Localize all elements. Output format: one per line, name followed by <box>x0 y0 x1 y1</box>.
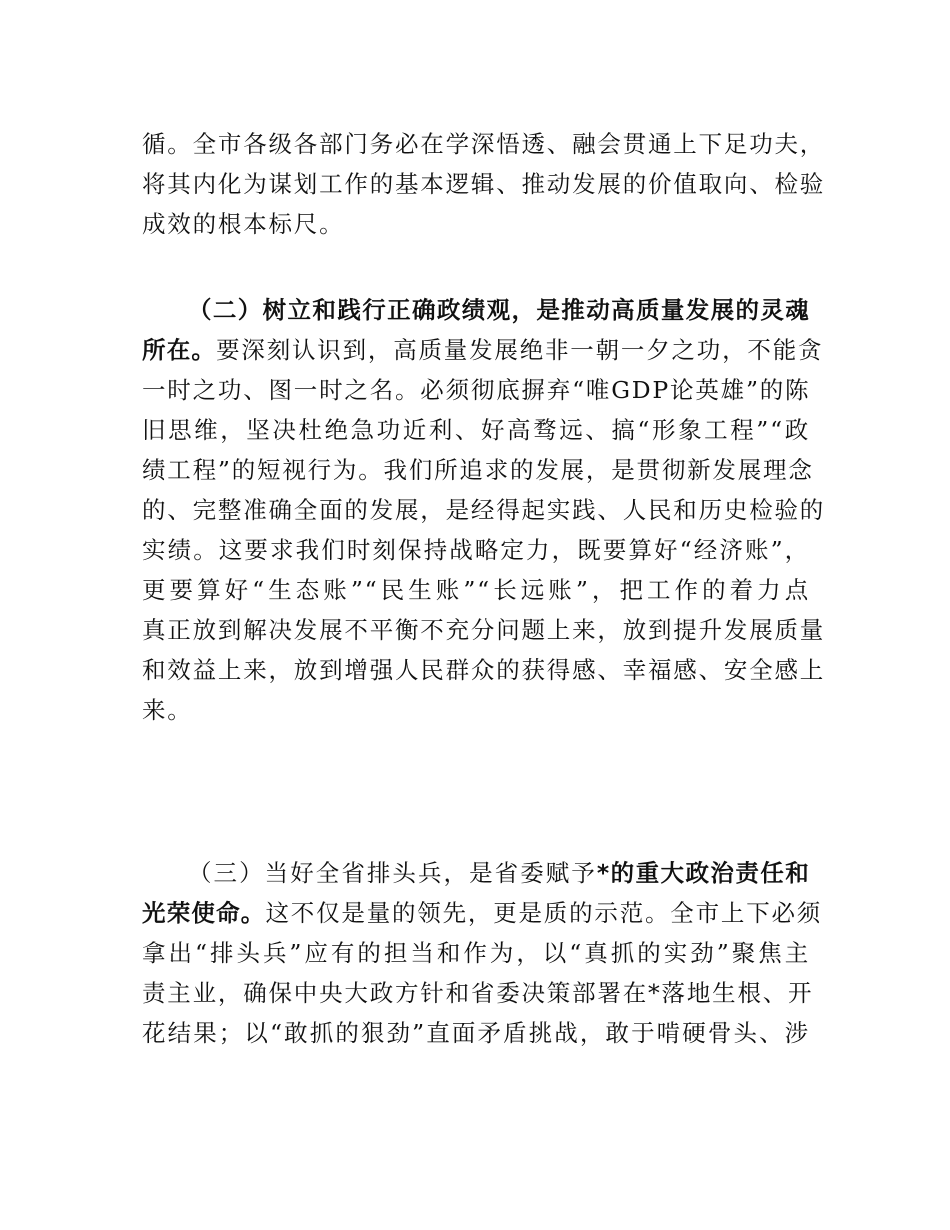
text-line <box>142 853 810 893</box>
paragraph-3 <box>142 853 823 1053</box>
text-line: 的、完整准确全面的发展，是经得起实践、人民和历史检验的 <box>142 496 826 524</box>
section-heading-continued: 所在。 <box>142 336 217 364</box>
text-line: 旧思维，坚决杜绝急功近利、好高骛远、搞“形象工程”“政 <box>142 416 810 444</box>
text-line <box>142 330 824 370</box>
text-line: 责主业，确保中央大政方针和省委决策部署在*落地生根、开 <box>142 979 814 1007</box>
text-line: 绩工程”的短视行为。我们所追求的发展，是贯彻新发展理念 <box>142 456 814 484</box>
text-line: 一时之功、图一时之名。必须彻底摒弃“唯GDP论英雄”的陈 <box>142 376 811 404</box>
section-heading: （三）当好全省排头兵，是省委赋予 <box>188 859 597 887</box>
paragraph-2 <box>142 290 826 730</box>
text-line: 更要算好“生态账”“民生账”“长远账”，把工作的着力点 <box>142 576 810 604</box>
text-line: 成效的根本标尺。 <box>142 210 345 238</box>
text-line: 将其内化为谋划工作的基本逻辑、推动发展的价值取向、检验 <box>142 170 826 198</box>
text-line: 实绩。这要求我们时刻保持战略定力，既要算好“经济账”， <box>142 536 810 564</box>
text-line <box>142 893 823 933</box>
text-line: 真正放到解决发展不平衡不充分问题上来，放到提升发展质量 <box>142 616 826 644</box>
text-line: 花结果；以“敢抓的狠劲”直面矛盾挑战，敢于啃硬骨头、涉 <box>142 1019 810 1047</box>
text-run: 要深刻认识到，高质量发展绝非一朝一夕之功，不能贪 <box>216 336 824 364</box>
paragraph-1 <box>142 124 826 244</box>
text-line: 来。 <box>142 696 193 724</box>
section-heading-bold: *的重大政治责任和 <box>596 859 810 887</box>
text-line: 和效益上来，放到增强人民群众的获得感、幸福感、安全感上 <box>142 656 826 684</box>
text-line: 循。全市各级各部门务必在学深悟透、融会贯通上下足功夫， <box>142 130 826 158</box>
text-line: 拿出“排头兵”应有的担当和作为，以“真抓的实劲”聚焦主 <box>142 939 810 967</box>
text-run: 这不仅是量的领先，更是质的示范。全市上下必须 <box>265 899 823 927</box>
section-heading: （二）树立和践行正确政绩观，是推动高质量发展的灵魂 <box>188 296 810 324</box>
section-heading-continued: 光荣使命。 <box>142 899 266 927</box>
